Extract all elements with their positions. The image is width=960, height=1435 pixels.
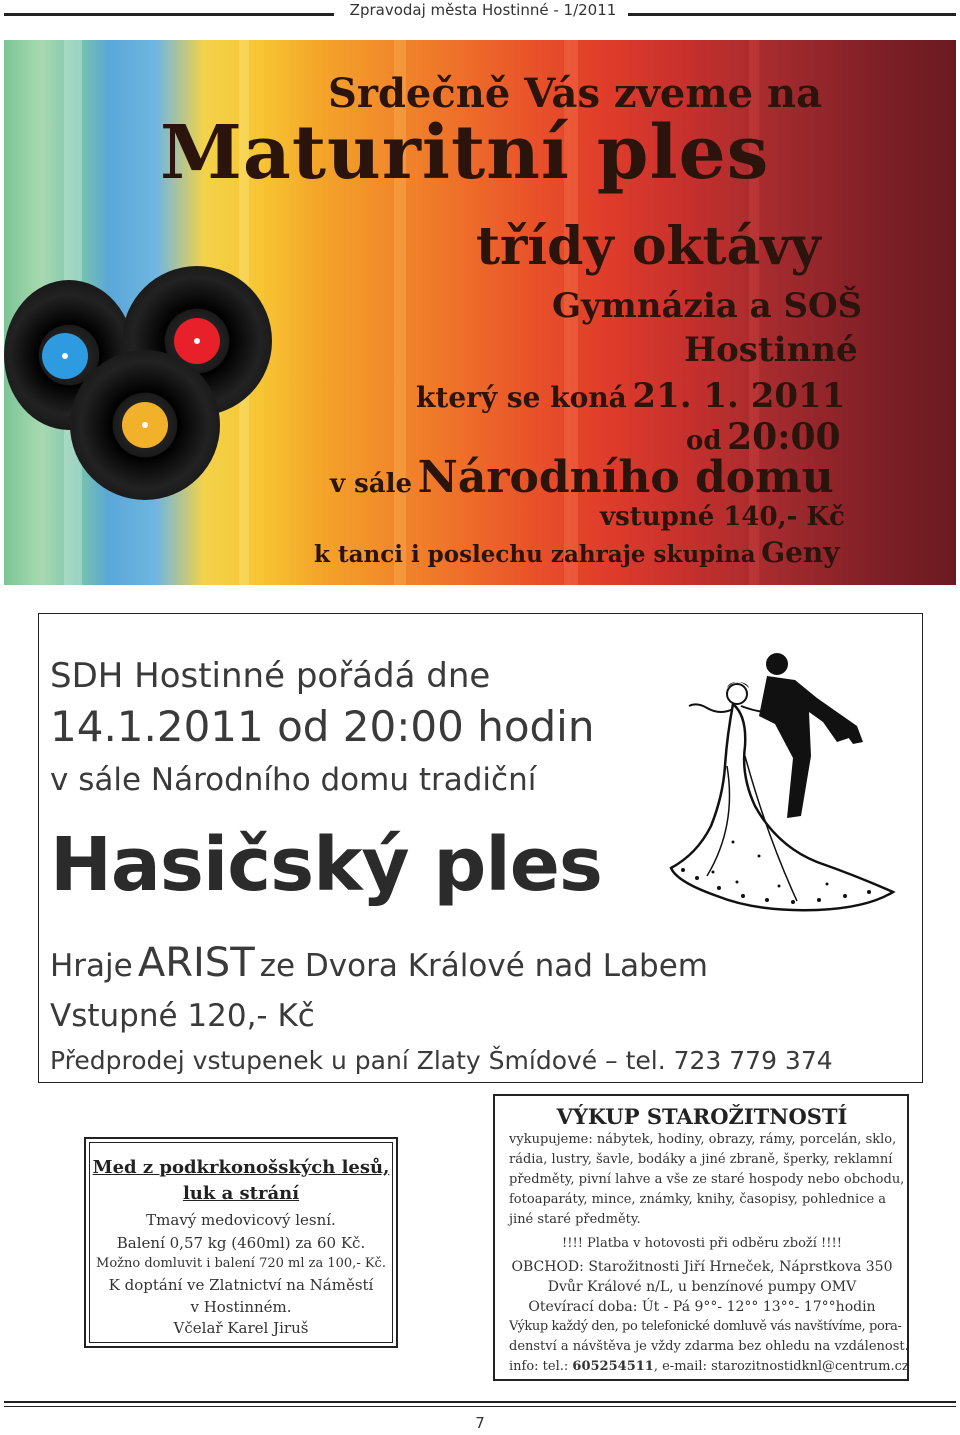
header-rule-left bbox=[4, 13, 334, 16]
header-rule-right bbox=[628, 13, 956, 16]
antiques-phone: 605254511 bbox=[572, 1359, 654, 1374]
hasicsky-organizer: SDH Hostinné pořádá dne bbox=[50, 656, 491, 696]
poster-band-label: k tanci i poslechu zahraje skupina bbox=[314, 541, 756, 568]
poster-school: Gymnázia a SOŠ bbox=[552, 286, 863, 326]
hasicsky-title: Hasičský ples bbox=[50, 822, 602, 908]
honey-type: Tmavý medovicový lesní. bbox=[146, 1211, 336, 1229]
antiques-text-line: jiné staré předměty. bbox=[509, 1212, 641, 1227]
hasicsky-venue: v sále Národního domu tradiční bbox=[50, 762, 537, 798]
antiques-ad bbox=[493, 1094, 909, 1381]
antiques-contact bbox=[509, 1359, 909, 1374]
poster-time: 20:00 bbox=[727, 416, 841, 458]
antiques-text-line: fotoaparáty, mince, známky, knihy, časopisy, pohlednice a bbox=[509, 1192, 887, 1207]
antiques-text-line: předměty, pivní lahve a vše ze staré hospody nebo obchodu, bbox=[509, 1172, 905, 1187]
poster-price: vstupné 140,- Kč bbox=[600, 502, 845, 532]
poster-venue-label: v sále bbox=[330, 469, 413, 499]
honey-alt-package: Možno domluvit i balení 720 ml za 100,- Kč. bbox=[96, 1256, 386, 1271]
antiques-shop-line2: Dvůr Králové n/L, u benzínové pumpy OMV bbox=[547, 1279, 857, 1295]
antiques-title: VÝKUP STAROŽITNOSTÍ bbox=[556, 1104, 848, 1129]
hasicsky-band-label: Hraje bbox=[50, 948, 133, 984]
hasicsky-datetime: 14.1.2011 od 20:00 hodin bbox=[50, 702, 595, 751]
poster-venue-line bbox=[330, 452, 956, 503]
hasicsky-band bbox=[50, 940, 708, 986]
header-title: Zpravodaj města Hostinné - 1/2011 bbox=[349, 1, 617, 19]
hasicsky-ples-ad bbox=[38, 613, 923, 1083]
vinyl-record-icon bbox=[70, 350, 220, 500]
antiques-text-line: rádia, lustry, šavle, bodáky a jiné zbraně, šperky, reklamní bbox=[509, 1152, 893, 1167]
antiques-text-line: vykupujeme: nábytek, hodiny, obrazy, rámy, porcelán, sklo, bbox=[509, 1132, 897, 1147]
page-number: 7 bbox=[475, 1414, 485, 1432]
poster-title: Maturitní ples bbox=[160, 110, 770, 196]
hasicsky-presale: Předprodej vstupenek u paní Zlaty Šmídové – tel. 723 779 374 bbox=[50, 1046, 833, 1075]
antiques-visit-line2: denství a návštěva je vždy zdarma bez ohledu na vzdálenost. bbox=[509, 1339, 909, 1354]
hasicsky-band-origin: ze Dvora Králové nad Labem bbox=[259, 948, 709, 984]
poster-class: třídy oktávy bbox=[476, 216, 821, 277]
poster-time-label: od bbox=[686, 426, 722, 456]
honey-ad-inner-frame bbox=[89, 1142, 393, 1343]
poster-venue: Národního domu bbox=[417, 452, 834, 503]
antiques-opening-hours: Otevírací doba: Út - Pá 9°°- 12°° 13°°- 17°°hodin bbox=[528, 1299, 876, 1315]
antiques-info-label: info: tel.: bbox=[509, 1359, 569, 1374]
antiques-payment-note: !!!! Platba v hotovosti při odběru zboží !!!! bbox=[562, 1236, 842, 1251]
page-header bbox=[0, 0, 960, 28]
honey-contact-line1: K doptání ve Zlatnictví na Náměstí bbox=[108, 1276, 374, 1294]
honey-contact-line2: v Hostinném. bbox=[190, 1298, 292, 1316]
antiques-shop-line1: OBCHOD: Starožitnosti Jiří Hrneček, Náprstkova 350 bbox=[511, 1259, 893, 1275]
honey-title-line1: Med z podkrkonošských lesů, bbox=[92, 1157, 390, 1178]
honey-title-line2: luk a strání bbox=[182, 1183, 300, 1204]
poster-date-line bbox=[416, 376, 956, 416]
hasicsky-price: Vstupné 120,- Kč bbox=[50, 998, 315, 1034]
poster-band: Geny bbox=[761, 536, 840, 569]
honey-beekeeper: Včelař Karel Jiruš bbox=[173, 1319, 309, 1337]
poster-invite: Srdečně Vás zveme na bbox=[328, 70, 823, 117]
honey-ad bbox=[84, 1137, 398, 1348]
footer-rule bbox=[4, 1401, 956, 1403]
dancing-couple-icon bbox=[667, 646, 902, 921]
footer-rule-thin bbox=[4, 1406, 956, 1407]
maturitni-ples-poster bbox=[4, 40, 956, 585]
poster-date: 21. 1. 2011 bbox=[632, 376, 846, 416]
antiques-email: , e-mail: starozitnostidknl@centrum.cz bbox=[653, 1359, 909, 1374]
poster-band-line bbox=[314, 536, 956, 569]
hasicsky-band-name: ARIST bbox=[137, 940, 255, 986]
poster-date-label: který se koná bbox=[416, 381, 627, 414]
antiques-visit-line1: Výkup každý den, po telefonické domluvě vás navštívíme, pora- bbox=[509, 1319, 902, 1334]
honey-price: Balení 0,57 kg (460ml) za 60 Kč. bbox=[116, 1234, 366, 1252]
poster-town: Hostinné bbox=[684, 330, 858, 370]
